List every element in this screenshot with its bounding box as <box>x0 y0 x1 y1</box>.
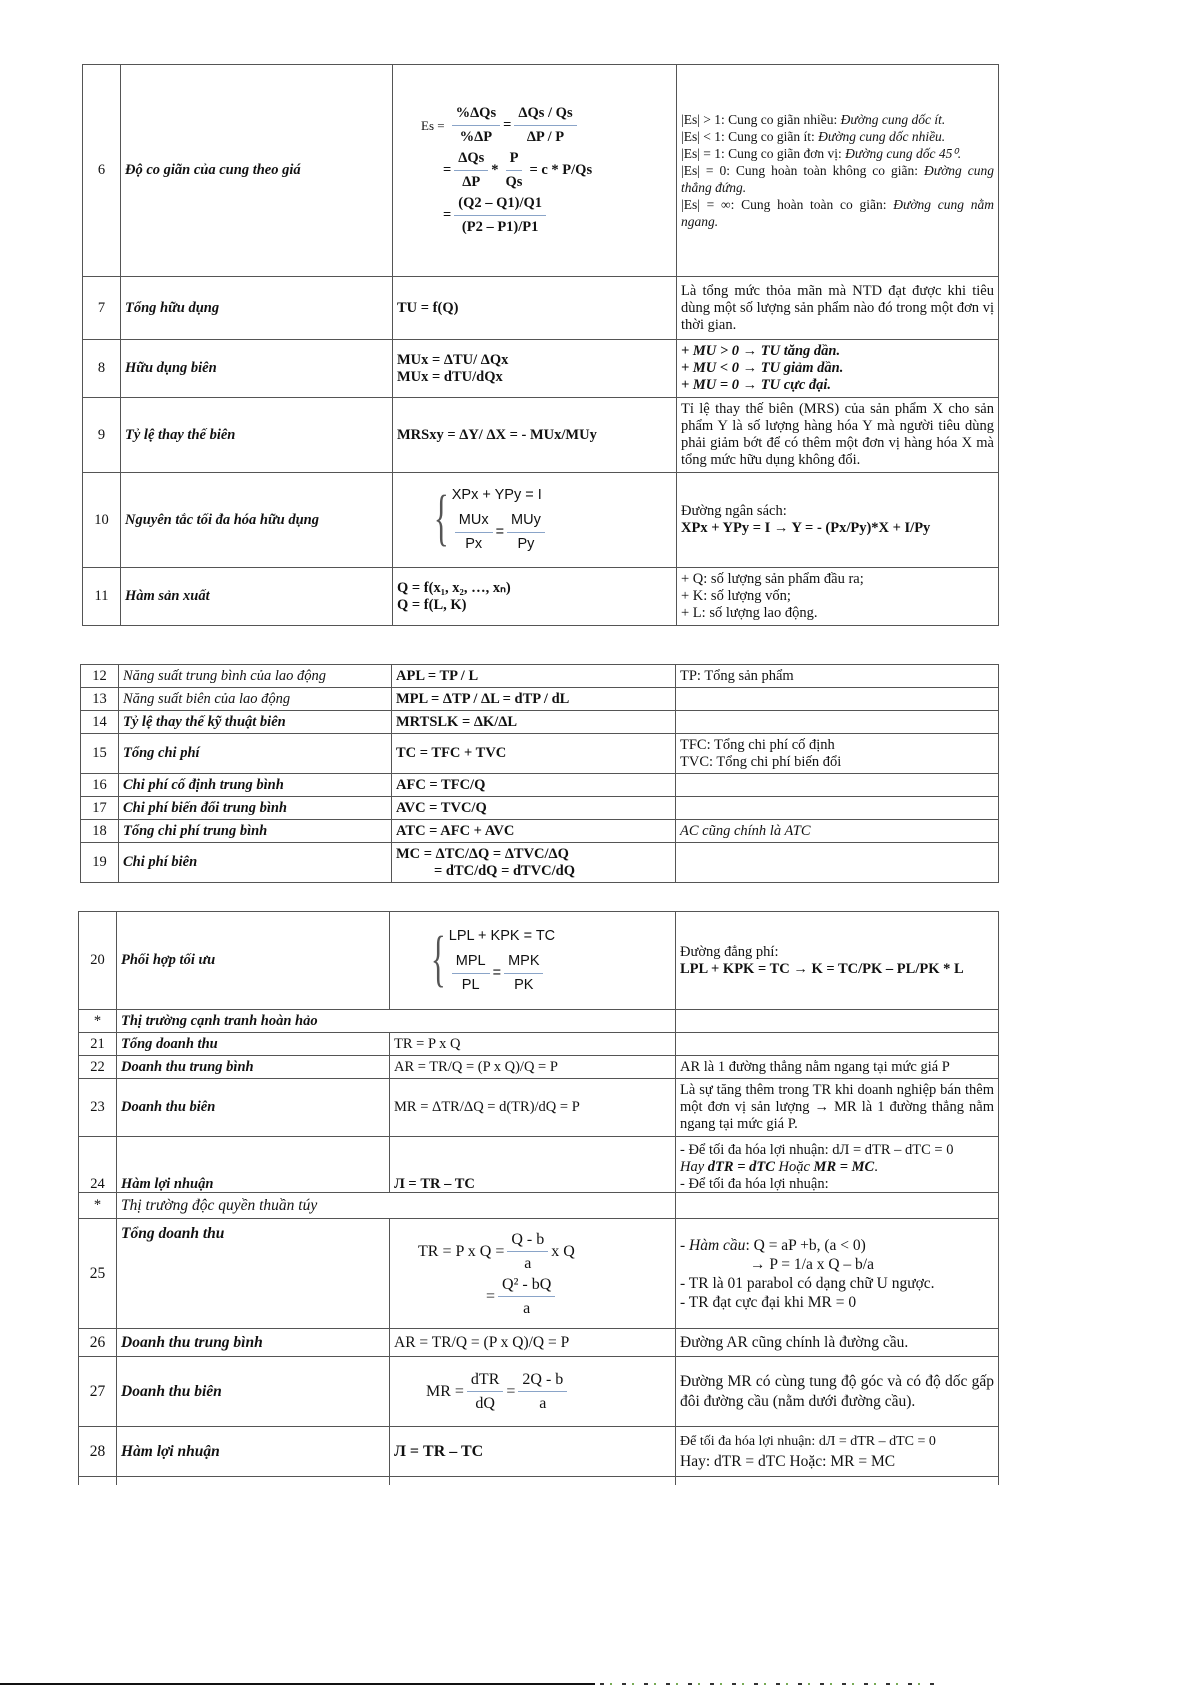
row-formula: MRTSLK = ΔK/ΔL <box>392 711 676 734</box>
row-number: 19 <box>81 843 119 883</box>
table-row <box>81 665 999 688</box>
fraction: $\frac{(Q2 - Q1)/Q1}{(P2 - P1)/P1}$ <box>454 195 546 236</box>
fraction: $\frac{P}{Qs}$ <box>505 150 523 190</box>
row-number: 14 <box>81 711 119 734</box>
note-line: |Es| = 0: Cung hoàn toàn không co giãn: Đường cung thẳng đứng. <box>681 163 994 195</box>
row-note: Đường đẳng phí: LPL + KPK = TC → K = TC/PK – PL/PK * L <box>676 912 999 1010</box>
section-title: Thị trường cạnh tranh hoàn hảo <box>117 1010 676 1033</box>
note-line: |Es| = ∞: Cung hoàn toàn co giãn: Đường cung nằm ngang. <box>681 197 994 229</box>
table-row <box>79 1219 999 1329</box>
row-note: + MU > 0 → TU tăng dần. + MU < 0 → TU giảm dần. + MU = 0 → TU cực đại. <box>677 340 999 398</box>
table-row <box>79 1329 999 1357</box>
note-line: |Es| > 1: Cung co giãn nhiều: Đường cung dốc ít. <box>681 112 946 127</box>
row-number: 12 <box>81 665 119 688</box>
row-name: Năng suất biên của lao động <box>119 688 392 711</box>
row-note: Đường MR có cùng tung độ góc và có độ dốc gấp đôi đường cầu (nằm dưới đường cầu). <box>676 1357 999 1427</box>
row-name: Phối hợp tối ưu <box>117 912 390 1010</box>
row-name: Doanh thu trung bình <box>117 1056 390 1079</box>
row-name: Tổng doanh thu <box>117 1033 390 1056</box>
row-name: Doanh thu biên <box>117 1357 390 1427</box>
row-formula: MR = ΔTR/ΔQ = d(TR)/dQ = P <box>390 1079 676 1137</box>
table-row <box>81 774 999 797</box>
row-number: 27 <box>79 1357 117 1427</box>
row-note <box>676 797 999 820</box>
row-formula: TU = f(Q) <box>393 277 677 340</box>
row-number: 26 <box>79 1329 117 1357</box>
equation-system: { LPL + KPK = TC $\frac{\text{MPL}}{PL}$ = $\frac{\text{MPK}}{PK}$ <box>430 924 556 993</box>
row-number: 8 <box>83 340 121 398</box>
row-name: Tỷ lệ thay thế biên <box>121 398 393 473</box>
row-note: Là sự tăng thêm trong TR khi doanh nghiệp bán thêm một đơn vị sản lượng → MR là 1 đường thẳng nằm ngang tại mức giá P. <box>676 1079 999 1137</box>
row-formula: AR = TR/Q = (P x Q)/Q = P <box>390 1056 676 1079</box>
row-name: Chi phí biên <box>119 843 392 883</box>
row-formula: Es = $\frac{\text{\%ΔQs}}{\%\Delta P}$ = $\frac{\text{ΔQs / Qs}}{\Delta P / P}$ = $\frac{\text{ΔQs}}{\Delta P}$ * $\frac{P}{Qs}$ = c * P/Qs = $\frac{(Q2 - Q1)/Q1}{(P2 - P1)/P1}$ <box>393 65 677 277</box>
brace-icon: { <box>433 484 449 552</box>
row-formula: Л = TR – TC <box>390 1137 676 1233</box>
row-note: Là tổng mức thỏa mãn mà NTD đạt được khi tiêu dùng một số lượng sản phẩm nào đó trong một đơn vị thời gian. <box>677 277 999 340</box>
row-number: 18 <box>81 820 119 843</box>
row-number: 25 <box>79 1219 117 1329</box>
table-row <box>79 1056 999 1079</box>
table-row-cutoff <box>79 1477 999 1485</box>
row-note: - Để tối đa hóa lợi nhuận: dЛ = dTR – dTC = 0 Hay dTR = dTC Hoặc MR = MC. - Để tối đa hóa lợi nhuận: <box>676 1137 999 1233</box>
table-row <box>81 711 999 734</box>
fraction: $\frac{\text{MPL}}{PL}$ <box>452 953 490 994</box>
fraction: $\frac{\text{MPK}}{PK}$ <box>504 953 543 994</box>
table-row <box>79 912 999 1010</box>
row-number: 11 <box>83 568 121 626</box>
formula-lhs: Es = <box>421 118 445 133</box>
row-name: Năng suất trung bình của lao động <box>119 665 392 688</box>
row-number: 24 <box>79 1137 117 1233</box>
fraction: $\frac{\text{MUx}}{Px}$ <box>455 512 493 553</box>
row-formula: Q = f(x₁, x₂, …, xₙ) Q = f(L, K) <box>393 568 677 626</box>
row-formula <box>393 473 677 568</box>
row-name: Tỷ lệ thay thế kỹ thuật biên <box>119 711 392 734</box>
row-number: 9 <box>83 398 121 473</box>
fraction: $\frac{\text{\%ΔQs}}{\%\Delta P}$ <box>452 105 501 146</box>
row-number: 21 <box>79 1033 117 1056</box>
fraction: $\frac{\text{ΔQs}}{\Delta P}$ <box>454 150 488 191</box>
section-row <box>79 1193 999 1219</box>
row-formula: TR = P x Q <box>390 1033 676 1056</box>
row-number: 20 <box>79 912 117 1010</box>
row-name: Nguyên tắc tối đa hóa hữu dụng <box>121 473 393 568</box>
table-row <box>83 473 999 568</box>
table-row <box>81 843 999 883</box>
table-row <box>81 688 999 711</box>
row-note: - Hàm cầu: Q = aP +b, (a < 0) → P = 1/a x Q – b/a - TR là 01 parabol có dạng chữ U ngược. - TR đạt cực đại khi MR = 0 <box>676 1219 999 1329</box>
row-note: Để tối đa hóa lợi nhuận: dЛ = dTR – dTC = 0 Hay: dTR = dTC Hoặc: MR = MC <box>676 1427 999 1477</box>
row-formula: TC = TFC + TVC <box>392 734 676 774</box>
row-note <box>677 65 999 277</box>
row-number: 22 <box>79 1056 117 1079</box>
fraction: $\frac{\text{dTR}}{dQ}$ <box>467 1371 503 1412</box>
section-marker: * <box>79 1193 117 1219</box>
table-row <box>79 1357 999 1427</box>
section-row <box>79 1010 999 1033</box>
equation-system: { XPx + YPy = I $\frac{\text{MUx}}{Px}$ = $\frac{\text{MUy}}{Py}$ <box>419 487 548 553</box>
row-note: TP: Tổng sản phẩm <box>676 665 999 688</box>
row-number: 16 <box>81 774 119 797</box>
fraction: $\frac{Q - b}{a}$ <box>507 1231 548 1272</box>
row-note: Đường AR cũng chính là đường cầu. <box>676 1329 999 1357</box>
row-number: 17 <box>81 797 119 820</box>
row-name: Doanh thu trung bình <box>117 1329 390 1357</box>
row-formula: AVC = TVC/Q <box>392 797 676 820</box>
row-name: Hàm lợi nhuận <box>117 1137 390 1233</box>
row-number: 7 <box>83 277 121 340</box>
table-row <box>81 797 999 820</box>
row-formula: MR = $\frac{\text{dTR}}{dQ}$ = $\frac{2Q - b}{a}$ <box>390 1357 676 1427</box>
row-formula: APL = TP / L <box>392 665 676 688</box>
row-name: Tổng hữu dụng <box>121 277 393 340</box>
table-row <box>83 65 999 277</box>
row-note: TFC: Tổng chi phí cố định TVC: Tổng chi phí biến đổi <box>676 734 999 774</box>
row-formula: ATC = AFC + AVC <box>392 820 676 843</box>
section-marker: * <box>79 1010 117 1033</box>
formula-table-block-2 <box>80 664 999 883</box>
fraction: $\frac{\text{Q² - bQ}}{a}$ <box>498 1276 555 1317</box>
row-formula: Л = TR – TC <box>390 1427 676 1477</box>
row-number: 23 <box>79 1079 117 1137</box>
row-formula: TR = P x Q = $\frac{Q - b}{a}$ x Q = $\frac{\text{Q² - bQ}}{a}$ <box>390 1219 676 1329</box>
row-note: Tỉ lệ thay thế biên (MRS) của sản phẩm X cho sản phẩm Y là số lượng hàng hóa Y mà người tiêu dùng phải giảm bớt để có thêm một đơn vị hàng hóa X mà tổng mức hữu dụng không đổi. <box>677 398 999 473</box>
row-formula: AFC = TFC/Q <box>392 774 676 797</box>
row-note: AR là 1 đường thẳng nằm ngang tại mức giá P <box>676 1056 999 1079</box>
table-row <box>81 734 999 774</box>
row-number: 15 <box>81 734 119 774</box>
row-formula: MC = ΔTC/ΔQ = ΔTVC/ΔQ = dTC/dQ = dTVC/dQ <box>392 843 676 883</box>
note-line: |Es| < 1: Cung co giãn ít: Đường cung dốc nhiều. <box>681 129 946 144</box>
table-row <box>81 820 999 843</box>
row-note <box>676 774 999 797</box>
row-note: AC cũng chính là ATC <box>676 820 999 843</box>
note-line: |Es| = 1: Cung co giãn đơn vị: Đường cung dốc 45⁰. <box>681 146 962 161</box>
table-row <box>83 568 999 626</box>
row-formula: AR = TR/Q = (P x Q)/Q = P <box>390 1329 676 1357</box>
section-title: Thị trường độc quyền thuần túy <box>117 1193 676 1219</box>
table-row <box>83 340 999 398</box>
row-name: Độ co giãn của cung theo giá <box>121 65 393 277</box>
brace-icon: { <box>430 924 446 993</box>
fraction: $\frac{\text{ΔQs / Qs}}{\Delta P / P}$ <box>514 105 576 146</box>
row-formula: MPL = ΔTP / ΔL = dTP / dL <box>392 688 676 711</box>
row-number: 10 <box>83 473 121 568</box>
formula-table-block-3 <box>78 911 999 1233</box>
fraction: $\frac{\text{MUy}}{Py}$ <box>507 512 545 553</box>
table-row <box>83 398 999 473</box>
row-note <box>676 688 999 711</box>
row-name: Hữu dụng biên <box>121 340 393 398</box>
formula-table-block-1 <box>82 64 999 626</box>
row-note: + Q: số lượng sản phẩm đầu ra; + K: số lượng vốn; + L: số lượng lao động. <box>677 568 999 626</box>
row-name: Chi phí biến đổi trung bình <box>119 797 392 820</box>
row-number: 6 <box>83 65 121 277</box>
row-note <box>676 711 999 734</box>
table-row <box>83 277 999 340</box>
table-row <box>79 1033 999 1056</box>
table-row <box>79 1427 999 1477</box>
fraction: $\frac{2Q - b}{a}$ <box>518 1371 567 1412</box>
row-name: Doanh thu biên <box>117 1079 390 1137</box>
table-row <box>79 1079 999 1137</box>
row-note <box>676 843 999 883</box>
row-formula: MRSxy = ΔY/ ΔX = - MUx/MUy <box>393 398 677 473</box>
row-number: 28 <box>79 1427 117 1477</box>
row-name: Tổng doanh thu <box>117 1219 390 1329</box>
row-note <box>676 1033 999 1056</box>
row-formula <box>390 912 676 1010</box>
row-number: 13 <box>81 688 119 711</box>
formula-tail: = c * P/Qs <box>529 162 593 178</box>
row-name: Hàm sản xuất <box>121 568 393 626</box>
row-note: Đường ngân sách: XPx + YPy = I → Y = - (Px/Py)*X + I/Py <box>677 473 999 568</box>
row-name: Hàm lợi nhuận <box>117 1427 390 1477</box>
row-name: Chi phí cố định trung bình <box>119 774 392 797</box>
row-name: Tổng chi phí <box>119 734 392 774</box>
row-formula: MUx = ΔTU/ ΔQx MUx = dTU/dQx <box>393 340 677 398</box>
formula-table-block-4 <box>78 1192 999 1485</box>
row-name: Tổng chi phí trung bình <box>119 820 392 843</box>
